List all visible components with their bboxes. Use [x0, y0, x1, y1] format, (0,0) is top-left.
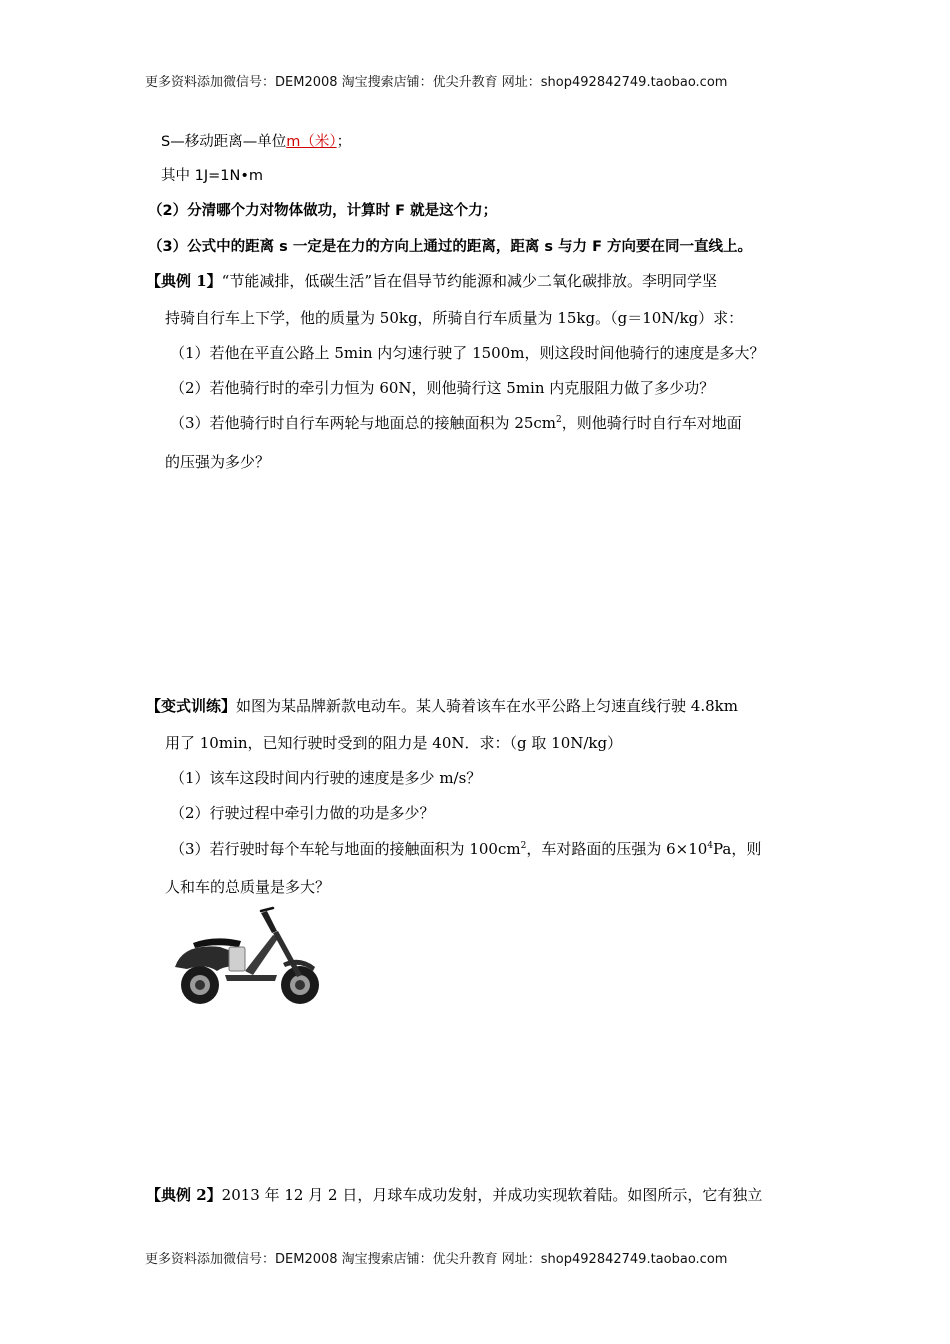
scooter-fork	[273, 931, 302, 977]
example-1-question-1: （1）若他在平直公路上 5min 内匀速行驶了 1500m，则这段时间他骑行的速度是多大？	[170, 344, 765, 362]
example-2-tag: 【典例 2】	[146, 1186, 222, 1204]
example-2-intro: 2013 年 12 月 2 日，月球车成功发射，并成功实现软着陆。如图所示，它有独立	[221, 1186, 763, 1204]
variant-q3-superscript-1: 2	[520, 841, 527, 851]
example-2-line-1	[146, 1184, 762, 1205]
variant-line-2: 用了 10min，已知行驶时受到的阻力是 40N．求：（g 取 10N/kg）	[165, 734, 623, 752]
variant-q3-superscript-2: 4	[707, 841, 714, 851]
example-1-question-3	[170, 412, 742, 433]
page-footer: 更多资料添加微信号：DEM2008 淘宝搜索店铺：优尖升教育 网址：shop492842749.taobao.com	[145, 1252, 728, 1267]
note-point-2: （2）分清哪个力对物体做功，计算时 F 就是这个力；	[148, 203, 498, 219]
page-header: 更多资料添加微信号：DEM2008 淘宝搜索店铺：优尖升教育 网址：shop492842749.taobao.com	[145, 75, 728, 90]
distance-unit-suffix: ；	[336, 134, 352, 150]
joule-definition: 其中 1J=1N•m	[161, 168, 264, 184]
scooter-footboard	[225, 975, 277, 981]
example-1-intro: “节能减排，低碳生活”旨在倡导节约能源和减少二氧化碳排放。李明同学坚	[221, 272, 718, 290]
variant-question-3-cont: 人和车的总质量是多大？	[165, 878, 331, 896]
example-1-q3-superscript: 2	[556, 415, 562, 425]
example-1-q3-text-b: ，则他骑行时自行车对地面	[561, 414, 742, 432]
scooter-frame	[245, 935, 279, 975]
variant-tag: 【变式训练】	[146, 697, 237, 715]
variant-question-3	[170, 838, 761, 859]
variant-q3-text-b: ，车对路面的压强为 6×10	[526, 840, 708, 858]
note-point-3: （3）公式中的距离 s 一定是在力的方向上通过的距离，距离 s 与力 F 方向要在同一直线上。	[148, 239, 753, 255]
variant-q3-text-a: （3）若行驶时每个车轮与地面的接触面积为 100cm	[170, 840, 521, 858]
example-1-line-1	[146, 270, 717, 291]
variant-q3-text-c: Pa，则	[713, 840, 762, 858]
example-1-question-2: （2）若他骑行时的牵引力恒为 60N，则他骑行这 5min 内克服阻力做了多少功？	[170, 379, 715, 397]
example-1-tag: 【典例 1】	[146, 272, 222, 290]
variant-intro: 如图为某品牌新款电动车。某人骑着该车在水平公路上匀速直线行驶 4.8km	[236, 697, 738, 715]
scooter-battery	[229, 947, 245, 971]
variant-question-1: （1）该车这段时间内行驶的速度是多少 m/s？	[170, 769, 482, 787]
example-1-line-2: 持骑自行车上下学，他的质量为 50kg，所骑自行车质量为 15kg。（g＝10N/kg）求：	[165, 309, 744, 327]
scooter-handlebar	[261, 911, 277, 933]
variant-line-1	[146, 695, 738, 716]
example-1-question-3-cont: 的压强为多少？	[165, 453, 271, 471]
distance-unit-line	[161, 130, 351, 151]
example-1-q3-text-a: （3）若他骑行时自行车两轮与地面总的接触面积为 25cm	[170, 414, 557, 432]
variant-question-2: （2）行驶过程中牵引力做的功是多少？	[170, 804, 435, 822]
distance-unit-value: m（米）	[286, 134, 337, 150]
electric-scooter-image	[165, 905, 325, 1005]
distance-unit-label: S—移动距离—单位	[161, 134, 287, 150]
